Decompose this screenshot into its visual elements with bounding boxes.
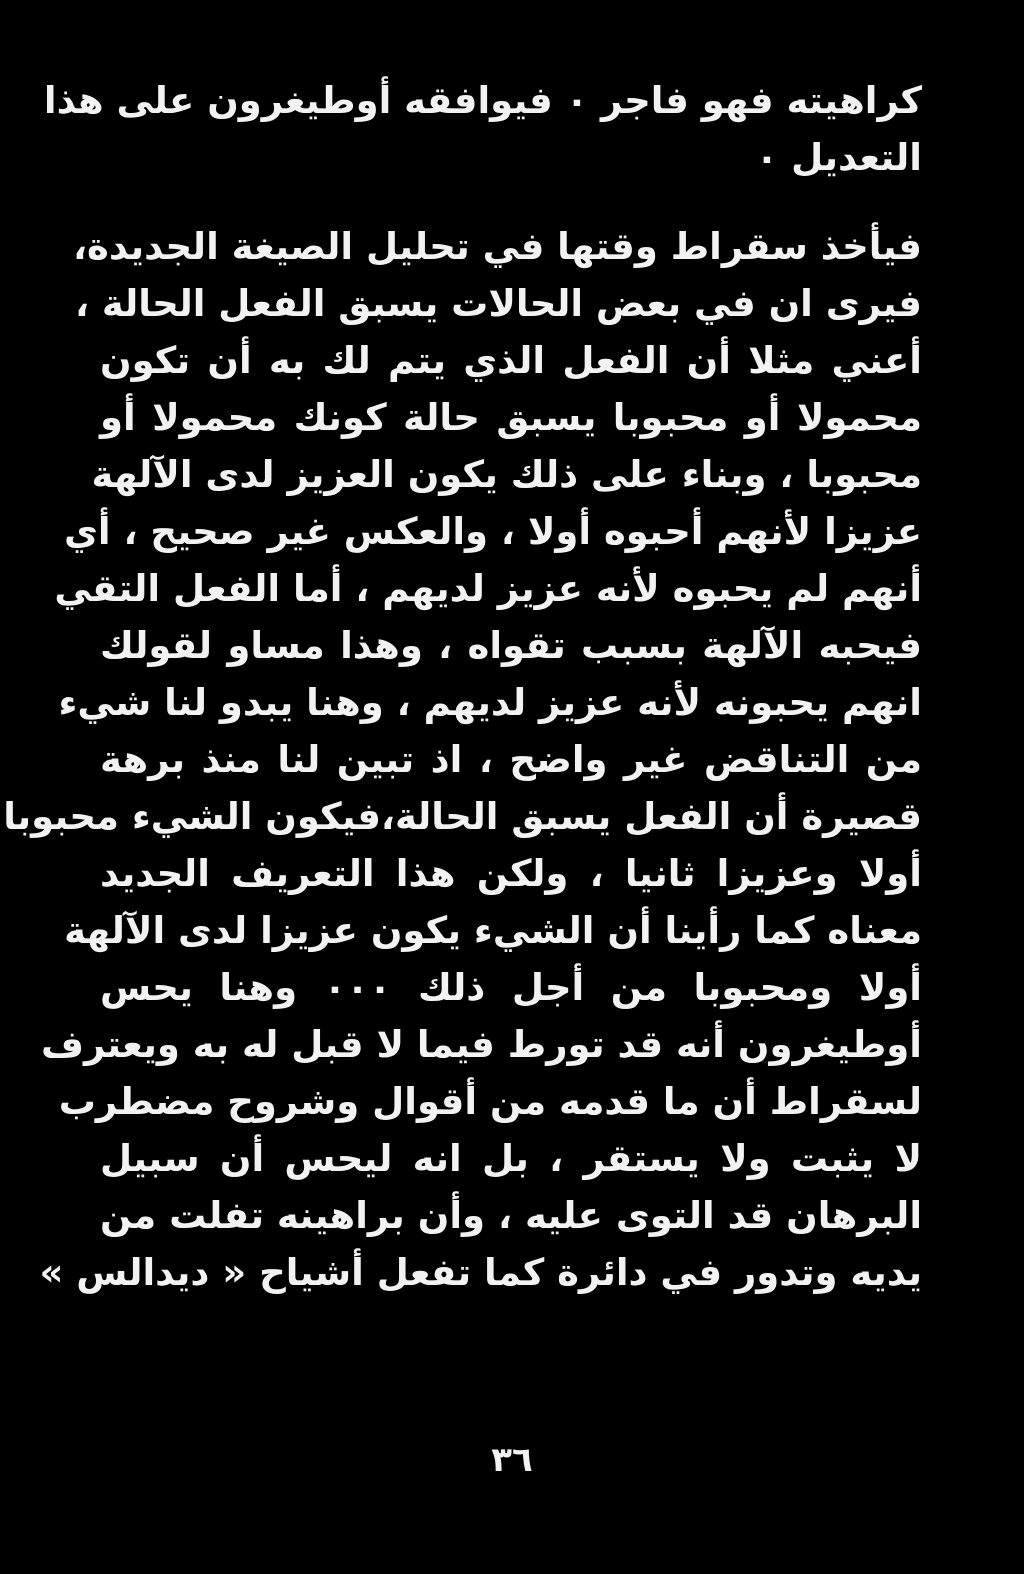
text-line: فيحبه الآلهة بسبب تقواه ، وهذا مساو لقولك [100,624,922,667]
text-line: من التناقض غير واضح ، اذ تبين لنا منذ برهة [100,738,922,781]
text-line: أولا وعزيزا ثانيا ، ولكن هذا التعريف الجديد [100,852,922,895]
text-line: كراهيته فهو فاجر ٠ فيوافقه أوطيغرون على هذا [43,79,922,122]
text-line: أوطيغرون أنه قد تورط فيما لا قبل له به ويعترف [41,1023,922,1066]
text-line: أولا ومحبوبا من أجل ذلك ٠٠٠ وهنا يحس [100,966,922,1009]
text-line: قصيرة أن الفعل يسبق الحالة،فيكون الشيء محبوبا [3,795,922,838]
paragraph-1 [43,72,922,186]
text-line: البرهان قد التوى عليه ، وأن براهينه تفلت من [100,1194,922,1237]
text-line: لا يثبت ولا يستقر ، بل انه ليحس أن سبيل [100,1137,922,1180]
text-line: التعديل ٠ [755,136,922,179]
text-line: انهم يحبونه لأنه عزيز لديهم ، وهنا يبدو لنا شيء [58,681,922,724]
text-line: محبوبا ، وبناء على ذلك يكون العزيز لدى الآلهة [91,453,922,496]
paragraph-2 [3,218,922,1301]
text-line: فيرى ان في بعض الحالات يسبق الفعل الحالة ، [75,282,922,325]
text-line: لسقراط أن ما قدمه من أقوال وشروح مضطرب [58,1080,922,1123]
text-line: يديه وتدور في دائرة كما تفعل أشياح « ديدالس » [39,1251,922,1294]
text-line: أعني مثلا أن الفعل الذي يتم لك به أن تكون [100,339,922,382]
text-line: عزيزا لأنهم أحبوه أولا ، والعكس غير صحيح ، أي [64,510,922,553]
page-number: ٣٦ [491,1440,533,1480]
text-line: معناه كما رأينا أن الشيء يكون عزيزا لدى الآلهة [64,909,922,952]
text-line: محمولا أو محبوبا يسبق حالة كونك محمولا أو [100,396,922,439]
text-line: فيأخذ سقراط وقتها في تحليل الصيغة الجديدة، [72,225,922,268]
text-line: أنهم لم يحبوه لأنه عزيز لديهم ، أما الفعل التقي [54,567,922,610]
